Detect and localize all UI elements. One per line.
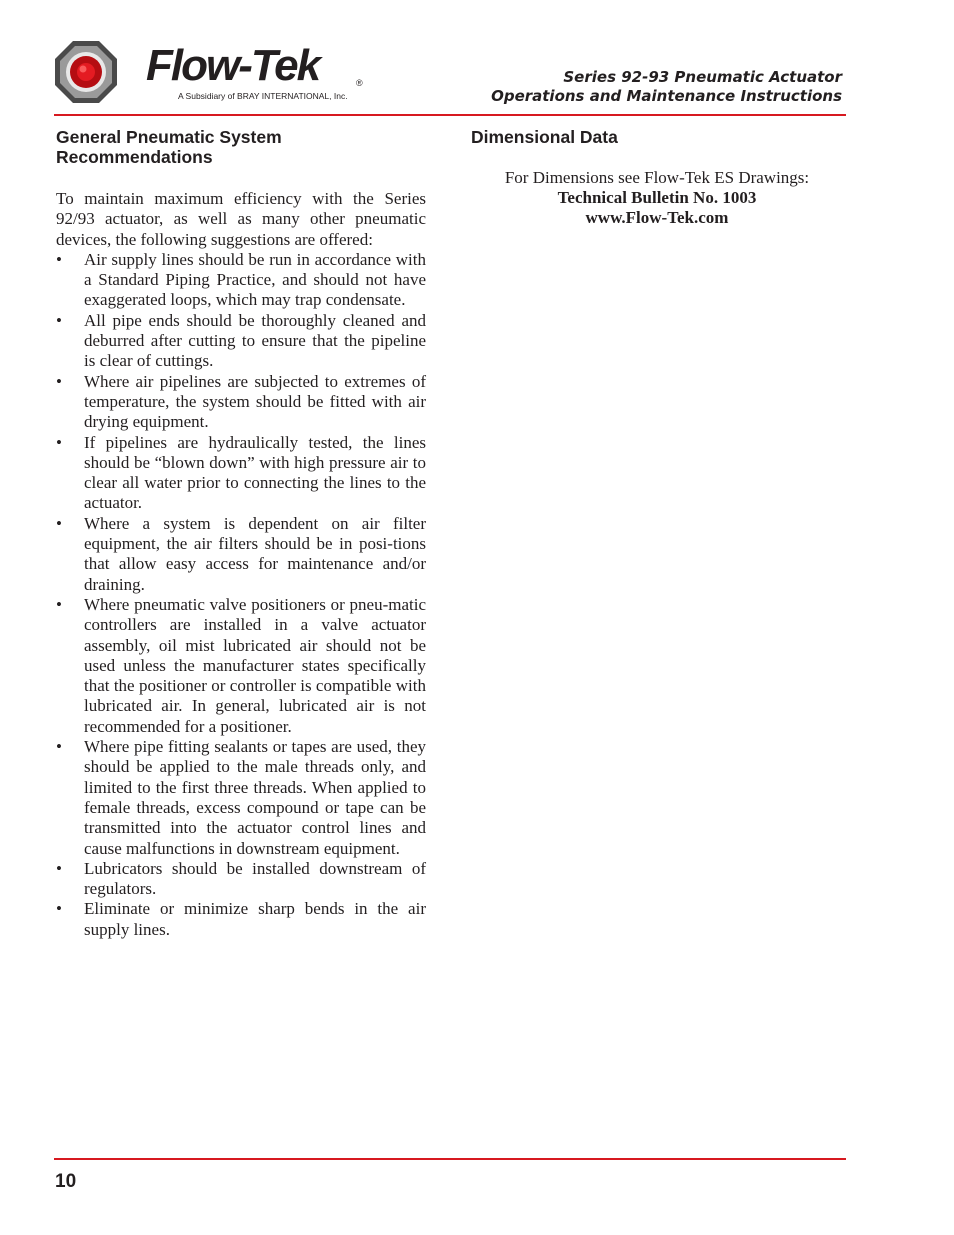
list-item-text: Where pipe fitting sealants or tapes are used, they should be applied to the male threads only, and limited to the first three threads. When applied to female threads, excess compound or tape can be transmitted into the actuator control lines and cause malfunctions in downstream equipment.	[84, 737, 426, 858]
bullet-icon: •	[56, 432, 62, 452]
list-item-text: Where pneumatic valve positioners or pneu-matic controllers are installed in a valve actuator assembly, oil mist lubricated air should not be used unless the manufacturer states specifically that the positioner or controller is compatible with lubricated air. In general, lubricated air is not recommended for a positioner.	[84, 594, 426, 736]
logo-tagline: A Subsidiary of BRAY INTERNATIONAL, Inc.	[178, 91, 348, 101]
list-item	[56, 899, 426, 940]
section-heading-dimensional-data: Dimensional Data	[471, 127, 618, 147]
left-column	[56, 127, 426, 940]
right-column	[471, 127, 843, 228]
registered-mark: ®	[356, 78, 363, 88]
document-title-line2: Operations and Maintenance Instructions	[491, 87, 842, 105]
bullet-icon: •	[56, 858, 62, 878]
list-item	[56, 859, 426, 900]
list-item-text: Where air pipelines are subjected to extremes of temperature, the system should be fitted with air drying equipment.	[84, 371, 426, 432]
flow-tek-logo	[54, 40, 364, 104]
bullet-icon: •	[56, 310, 62, 330]
bullet-icon: •	[56, 594, 62, 614]
page-number: 10	[55, 1171, 77, 1192]
heading-line2: Recommendations	[56, 147, 213, 167]
bullet-icon: •	[56, 249, 62, 269]
bullet-icon: •	[56, 899, 62, 919]
list-item-text: Where a system is dependent on air filter equipment, the air filters should be in posi-tions that allow easy access for maintenance and/or draining.	[84, 513, 426, 594]
header-divider	[54, 114, 846, 116]
list-item-text: All pipe ends should be thoroughly cleaned and deburred after cutting to ensure that the pipeline is clear of cuttings.	[84, 310, 426, 371]
list-item	[56, 433, 426, 514]
list-item	[56, 311, 426, 372]
document-title	[491, 68, 842, 106]
list-item-text: Air supply lines should be run in accordance with a Standard Piping Practice, and should not have exaggerated loops, which may trap condensate.	[84, 249, 426, 310]
section-heading-pneumatic	[56, 127, 316, 167]
dimensions-reference	[471, 168, 843, 228]
bullet-icon: •	[56, 737, 62, 757]
list-item	[56, 514, 426, 595]
list-item	[56, 250, 426, 311]
recommendations-list	[56, 250, 426, 940]
document-title-line1: Series 92-93 Pneumatic Actuator	[563, 68, 842, 86]
footer-divider	[54, 1158, 846, 1160]
technical-bulletin: Technical Bulletin No. 1003	[557, 188, 757, 207]
list-item-text: Lubricators should be installed downstream of regulators.	[84, 858, 426, 899]
dimensions-note: For Dimensions see Flow-Tek ES Drawings:	[504, 168, 810, 187]
list-item	[56, 595, 426, 737]
logo-wordmark: Flow-Tek	[146, 41, 320, 90]
list-item	[56, 372, 426, 433]
bullet-icon: •	[56, 513, 62, 533]
list-item-text: Eliminate or minimize sharp bends in the air supply lines.	[84, 899, 426, 939]
flow-tek-badge-icon	[54, 40, 118, 104]
intro-paragraph: To maintain maximum efficiency with the Series 92/93 actuator, as well as many other pneumatic devices, the following suggestions are offered:	[56, 189, 426, 249]
website-link[interactable]: www.Flow-Tek.com	[585, 208, 729, 227]
list-item	[56, 737, 426, 859]
bullet-icon: •	[56, 371, 62, 391]
heading-line1: General Pneumatic System	[56, 127, 282, 147]
list-item-text: If pipelines are hydraulically tested, the lines should be “blown down” with high pressure air to clear all water prior to connecting the lines to the actuator.	[84, 432, 426, 513]
